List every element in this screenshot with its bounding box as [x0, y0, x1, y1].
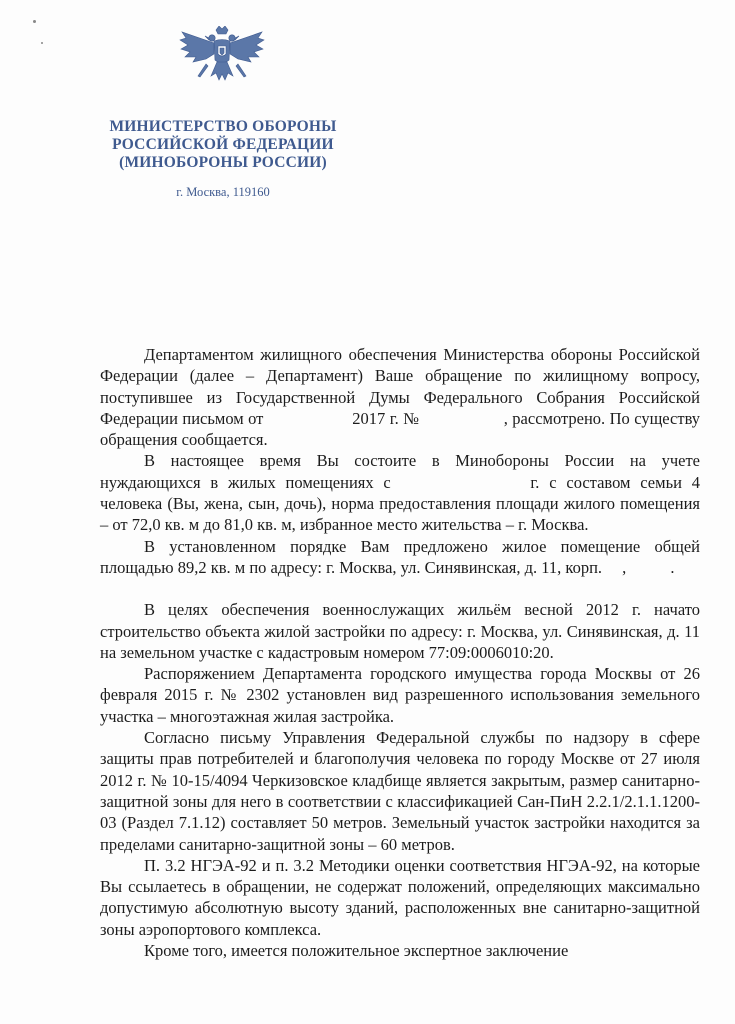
paragraph: В целях обеспечения военнослужащих жильём весной 2012 г. начато строительство объекта жилой застройки по адресу: г. Москва, ул. Синявинская, д. 11 на земельном участке с кадастровым номером 77:09:0006010:20. — [100, 600, 700, 662]
header-line: (МИНОБОРОНЫ РОССИИ) — [119, 154, 327, 171]
scan-speck — [33, 20, 36, 23]
paragraph: Согласно письму Управления Федеральной службы по надзору в сфере защиты прав потребителей и благополучия человека по городу Москве от 27 июля 2012 г. № 10-15/4094 Черкизовское кладбище является закрытым, размер санитарно-защитной зоны для него в соответствии с классификацией Сан-ПиН 2.2.1/2.1.1.1200-03 (Раздел 7.1.12) составляет 50 метров. Земельный участок застройки находится за пределами санитарно-защитной зоны – 60 метров. — [100, 728, 700, 854]
paragraph: Кроме того, имеется положительное экспертное заключение — [144, 941, 569, 961]
header-line: РОССИЙСКОЙ ФЕДЕРАЦИИ — [112, 136, 334, 153]
double-headed-eagle-emblem-icon — [176, 26, 268, 88]
paragraph: В установленном порядке Вам предложено жилое помещение общей площадью 89,2 кв. м по адресу: г. Москва, ул. Синявинская, д. 11, корп. , . — [100, 536, 700, 577]
scan-speck — [41, 42, 43, 44]
paragraph: Департаментом жилищного обеспечения Министерства обороны Российской Федерации (далее – Департамент) Ваше обращение по жилищному вопросу, поступившее из Государственной Думы Федерального Собрания Российской Федерации письмом от 2017 г. № , рассмотрено. По существу обращения сообщается. — [100, 345, 701, 450]
city-address: г. Москва, 119160 — [176, 185, 270, 199]
paragraph: Распоряжением Департамента городского имущества города Москвы от 26 февраля 2015 г. № 2302 установлен вид разрешенного использования земельного участка – многоэтажная жилая застройка. — [100, 664, 700, 726]
header-line: МИНИСТЕРСТВО ОБОРОНЫ — [109, 118, 337, 135]
paragraph: В настоящее время Вы состоите в Минобороны России на учете нуждающихся в жилых помещениях с г. с составом семьи 4 человека (Вы, жена, сын, дочь), норма предоставления площади жилого помещения – от 72,0 кв. м до 81,0 кв. м, избранное место жительства – г. Москва. — [100, 451, 700, 535]
ministry-header — [96, 118, 350, 172]
letter-body — [100, 344, 700, 961]
paragraph: П. 3.2 НГЭА-92 и п. 3.2 Методики оценки соответствия НГЭА-92, на которые Вы ссылаетесь в обращении, не содержат положений, определяющих максимально допустимую абсолютную высоту зданий, расположенных вне санитарно-защитной зоны аэропортового комплекса. — [100, 855, 700, 939]
